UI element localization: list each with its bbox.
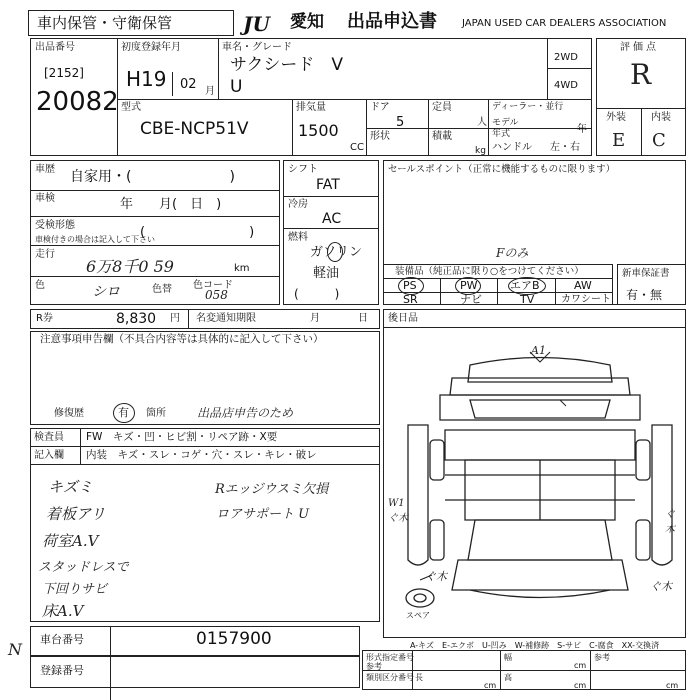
frame-number-label: 車台番号 (40, 633, 84, 646)
receipt-note: 車検付きの場合は記入して下さい (35, 235, 155, 244)
inspection-label: 車検 (35, 193, 55, 204)
load-label: 積載 (432, 131, 452, 142)
exterior-score: E (612, 130, 626, 151)
lot-number: 20082 (36, 87, 119, 117)
first-registration-label: 初度登録年月 (121, 42, 181, 53)
spec-class-label: 類別区分番号 (366, 673, 414, 682)
diagram-bottom-right: ぐ木 (650, 580, 672, 593)
org-name: 愛知 (290, 12, 324, 32)
warranty-label: 新車保証書 (622, 268, 670, 279)
handle-options: 左・右 (550, 142, 580, 153)
model-label: 型式 (121, 102, 141, 113)
repaint-label: 色替 (152, 284, 172, 295)
tax-notice-day: 日 (358, 313, 368, 324)
equip-airbag: エアB (510, 279, 540, 292)
equip-leather: カワシート (561, 294, 611, 305)
equipment-label: 装備品（純正品に限り○をつけてください） (395, 266, 584, 277)
association-name: JAPAN USED CAR DEALERS ASSOCIATION (462, 18, 667, 29)
equip-tv: TV (520, 293, 535, 306)
mileage-label: 走行 (35, 249, 55, 260)
shift-label: シフト (288, 164, 318, 175)
notes-label: 注意事項申告欄（不具合内容等は具体的に記入して下さい） (40, 333, 324, 345)
usage-value: 自家用・( ) (70, 169, 235, 185)
fuel-other: ( ) (294, 287, 340, 301)
equip-pw: PW (460, 279, 478, 292)
spec-height: 高 (504, 673, 512, 682)
interior-score: C (652, 130, 666, 151)
registration-number-label: 登録番号 (40, 664, 84, 677)
hand-note-6: 床A.V (42, 602, 84, 620)
frame-number-value: 0157900 (196, 629, 272, 649)
spec-length: 長 (415, 673, 423, 682)
mileage-value: 6万8千0 59 (86, 257, 174, 276)
shift-value: FAT (316, 177, 340, 193)
color-code-label: 色コード (193, 280, 233, 291)
load-unit: kg (475, 146, 486, 156)
shape-label: 形状 (370, 131, 390, 142)
doors-label: ドア (370, 102, 390, 113)
interior-label: 内装 (651, 112, 671, 123)
warranty-value: 有・無 (626, 288, 663, 302)
hand-note-4: スタッドレスで (38, 560, 129, 575)
spec-type-ref: 参考 (366, 662, 382, 671)
car-name: サクシード V (230, 55, 343, 75)
sales-point-note: Fのみ (496, 246, 529, 260)
drive-4wd: 4WD (554, 80, 578, 91)
form-title: 出品申込書 (347, 11, 437, 32)
hand-note-2: 着板アリ (46, 505, 106, 523)
spec-width: 幅 (504, 653, 512, 662)
doors-value: 5 (396, 115, 405, 130)
recycle-label: R券 (36, 313, 53, 324)
hand-note-3: 荷室A.V (42, 532, 99, 550)
spare-label: スペア (406, 611, 430, 620)
tax-notice-label: 名変通知期限 (196, 313, 256, 324)
equip-navi: ナビ (460, 293, 482, 306)
repair-history-label: 修復歴 (54, 408, 84, 419)
margin-mark: N (8, 640, 22, 659)
fuel-label: 燃料 (288, 232, 308, 243)
lot-number-label: 出品番号 (35, 42, 75, 53)
repair-location-value: 出品店申告のため (197, 406, 294, 420)
drive-2wd: 2WD (554, 52, 578, 63)
model-value: CBE-NCP51V (140, 119, 249, 139)
checker-row-1: FW キズ・凹・ヒビ割・リペア跡・X要 (86, 431, 278, 443)
checker-label-1: 検査員 (34, 432, 64, 443)
tax-notice-month: 月 (310, 313, 320, 324)
diagram-top-mark: A1 (531, 344, 546, 357)
checker-label-2: 記入欄 (34, 450, 64, 461)
hand-note-right-1: Rエッジウスミ欠損 (215, 482, 329, 497)
spec-ref-unit: cm (666, 681, 679, 690)
color-value: シロ (92, 284, 120, 300)
sales-point-label: セールスポイント（正常に機能するものに限ります） (388, 164, 616, 175)
recycle-value: 8,830 (116, 311, 157, 327)
displacement-unit: CC (350, 142, 364, 153)
fuel-light-oil: 軽油 (313, 266, 340, 281)
color-code: 058 (205, 288, 228, 302)
aircon-label: 冷房 (288, 199, 308, 210)
spec-type-label: 形式指定番号 (366, 653, 414, 662)
checker-row-2: 内装 キズ・スレ・コゲ・穴・スレ・キレ・破レ (86, 449, 317, 461)
equip-sr: SR (403, 293, 418, 306)
model-year-label: モデル年式 (492, 118, 519, 139)
usage-label: 車歴 (35, 164, 55, 175)
registration-month-unit: 月 (205, 86, 215, 97)
logo-mark: JU (243, 12, 270, 36)
storage-note: 車内保管・守衛保管 (37, 14, 173, 32)
capacity-label: 定員 (432, 102, 452, 113)
diagram-left-mark: W1ぐ木 (388, 498, 408, 524)
repair-history-value: 有 (118, 406, 129, 419)
spec-reference: 参考 (594, 653, 610, 662)
lot-sub-number: [2152] (44, 66, 84, 80)
registration-year: H19 (126, 67, 167, 91)
damage-legend: A-キズ E-エクボ U-凹み W-補修跡 S-サビ C-腐食 XX-交換済 (410, 641, 660, 650)
color-label: 色 (35, 280, 45, 291)
spec-length-unit: cm (484, 681, 497, 690)
receipt-value: ( ) (140, 225, 255, 240)
fuel-gasoline: ガソリン (310, 245, 363, 260)
equip-ps: PS (403, 279, 417, 292)
equip-aw: AW (574, 279, 592, 292)
hand-note-right-2: ロアサポート U (216, 507, 310, 522)
dealer-parallel: ディーラー・並行 (492, 102, 564, 112)
recycle-unit: 円 (170, 313, 180, 324)
hand-note-1: キズミ (48, 478, 93, 496)
model-year-unit: 年 (577, 124, 587, 135)
seal-label: 後日品 (388, 313, 418, 324)
rating-score: R (630, 58, 652, 91)
aircon-value: AC (322, 211, 342, 227)
mileage-unit: km (234, 263, 250, 274)
repair-location-label: 箇所 (146, 408, 166, 419)
receipt-label: 受検形態 (35, 220, 75, 231)
displacement-label: 排気量 (296, 102, 326, 113)
diagram-bottom-left: ぐ木 (425, 570, 447, 583)
car-name-label: 車名・グレード (222, 42, 292, 53)
displacement-value: 1500 (298, 121, 339, 140)
hand-note-5: 下回りサビ (42, 582, 108, 597)
spec-width-unit: cm (574, 661, 587, 670)
inspection-value: 年 月( 日 ) (120, 197, 222, 212)
capacity-unit: 人 (477, 117, 487, 128)
spec-height-unit: cm (574, 681, 587, 690)
handle-label: ハンドル (492, 142, 532, 153)
rating-label: 評価点 (620, 42, 659, 53)
car-grade: U (230, 77, 243, 97)
diagram-right-mark: ぐ木 (665, 509, 675, 535)
registration-month: 02 (180, 77, 197, 92)
exterior-label: 外装 (606, 112, 626, 123)
